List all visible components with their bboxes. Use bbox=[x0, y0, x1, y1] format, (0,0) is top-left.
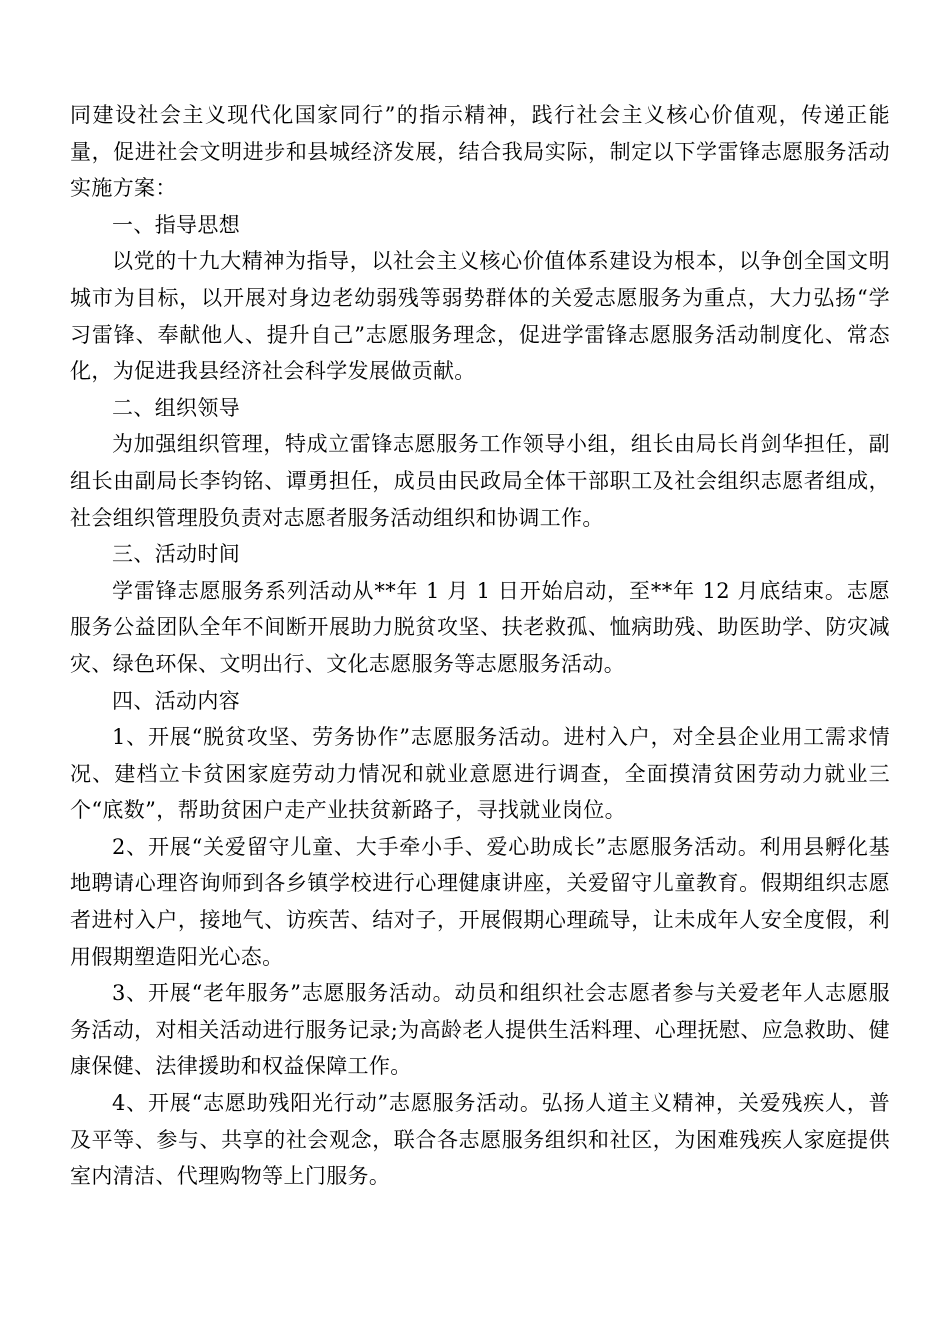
activity-item-4: 4、开展“志愿助残阳光行动”志愿服务活动。弘扬人道主义精神，关爱残疾人，普及平等、参与、共享的社会观念，联合各志愿服务组织和社区，为困难残疾人家庭提供室内清洁、代理购物等上门服务。 bbox=[70, 1091, 890, 1189]
guiding-ideology-paragraph: 以党的十九大精神为指导，以社会主义核心价值体系建设为根本，以争创全国文明城市为目标，以开展对身边老幼弱残等弱势群体的关爱志愿服务为重点，大力弘扬“学习雷锋、奉献他人、提升自己”志愿服务理念，促进学雷锋志愿服务活动制度化、常态化，为促进我县经济社会科学发展做贡献。 bbox=[70, 249, 890, 384]
section-heading-organization: 二、组织领导 bbox=[112, 395, 241, 420]
document-page bbox=[70, 97, 890, 1195]
intro-paragraph: 同建设社会主义现代化国家同行”的指示精神，践行社会主义核心价值观，传递正能量，促进社会文明进步和县城经济发展，结合我局实际，制定以下学雷锋志愿服务活动实施方案： bbox=[70, 103, 890, 201]
activity-item-1: 1、开展“脱贫攻坚、劳务协作”志愿服务活动。进村入户，对全县企业用工需求情况、建档立卡贫困家庭劳动力情况和就业意愿进行调查，全面摸清贫困劳动力就业三个“底数”，帮助贫困户走产业扶贫新路子，寻找就业岗位。 bbox=[70, 725, 890, 823]
activity-item-3: 3、开展“老年服务”志愿服务活动。动员和组织社会志愿者参与关爱老年人志愿服务活动，对相关活动进行服务记录;为高龄老人提供生活料理、心理抚慰、应急救助、健康保健、法律援助和权益保障工作。 bbox=[70, 981, 890, 1079]
activity-item-2: 2、开展“关爱留守儿童、大手牵小手、爱心助成长”志愿服务活动。利用县孵化基地聘请心理咨询师到各乡镇学校进行心理健康讲座，关爱留守儿童教育。假期组织志愿者进村入户，接地气、访疾苦、结对子，开展假期心理疏导，让未成年人安全度假，利用假期塑造阳光心态。 bbox=[70, 834, 890, 969]
organization-paragraph: 为加强组织管理，特成立雷锋志愿服务工作领导小组，组长由局长肖剑华担任，副组长由副局长李钧铭、谭勇担任，成员由民政局全体干部职工及社会组织志愿者组成，社会组织管理股负责对志愿者服务活动组织和协调工作。 bbox=[70, 432, 890, 530]
section-heading-activity-time: 三、活动时间 bbox=[112, 542, 241, 567]
activity-time-paragraph: 学雷锋志愿服务系列活动从**年 1 月 1 日开始启动，至**年 12 月底结束。志愿服务公益团队全年不间断开展助力脱贫攻坚、扶老救孤、恤病助残、助医助学、防灾减灾、绿色环保、文明出行、文化志愿服务等志愿服务活动。 bbox=[70, 578, 890, 676]
section-heading-activity-content: 四、活动内容 bbox=[112, 688, 241, 713]
section-heading-guiding-ideology: 一、指导思想 bbox=[112, 212, 241, 237]
